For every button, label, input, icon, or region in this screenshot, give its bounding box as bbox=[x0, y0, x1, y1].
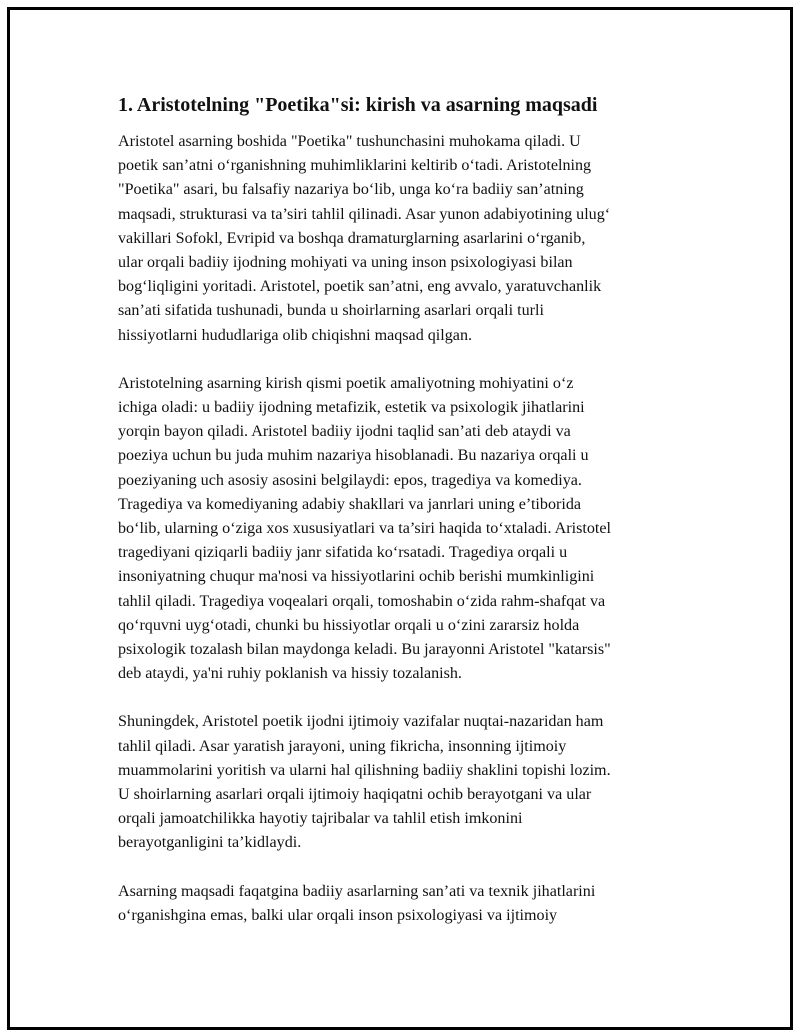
text-line: Shuningdek, Aristotel poetik ijodni ijtimoiy vazifalar nuqtai-nazaridan ham bbox=[118, 713, 604, 731]
text-line: qo‘rquvni uyg‘otadi, chunki bu hissiyotlar orqali u o‘zini zararsiz holda bbox=[118, 616, 580, 634]
text-line: Asarning maqsadi faqatgina badiiy asarlarning san’ati va texnik jihatlarini bbox=[118, 882, 596, 900]
text-line: tahlil qiladi. Tragediya voqealari orqali, tomoshabin o‘zida rahm-shafqat va bbox=[118, 592, 606, 610]
text-line: bo‘lib, ularning o‘ziga xos xususiyatlari va ta’siri haqida to‘xtaladi. Aristotel bbox=[118, 520, 611, 538]
text-line: o‘rganishgina emas, balki ular orqali inson psixologiyasi va ijtimoiy bbox=[118, 906, 558, 924]
text-line: maqsadi, strukturasi va ta’siri tahlil qilinadi. Asar yunon adabiyotining ulug‘ bbox=[118, 205, 611, 223]
text-line: U shoirlarning asarlari orqali ijtimoiy haqiqatni ochib berayotgani va ular bbox=[118, 786, 592, 804]
text-line: yorqin bayon qiladi. Aristotel badiiy ijodni taqlid san’ati deb ataydi va bbox=[118, 423, 571, 441]
paragraph-1 bbox=[118, 130, 688, 348]
paragraph-3 bbox=[118, 710, 688, 855]
text-line: insoniyatning chuqur ma'nosi va hissiyotlarini ochib berishi mumkinligini bbox=[118, 568, 595, 586]
text-line: poeziya uchun bu juda muhim nazariya hisoblanadi. Bu nazariya orqali u bbox=[118, 447, 589, 465]
text-line: tragediyani qiziqarli badiiy janr sifatida ko‘rsatadi. Tragediya orqali u bbox=[118, 544, 568, 562]
text-line: vakillari Sofokl, Evripid va boshqa dramaturglarning asarlarini o‘rganib, bbox=[118, 229, 586, 247]
text-line: Aristotelning asarning kirish qismi poetik amaliyotning mohiyatini o‘z bbox=[118, 374, 574, 392]
text-line: deb ataydi, ya'ni ruhiy poklanish va hissiy tozalanish. bbox=[118, 665, 462, 683]
text-line: poeziyaning uch asosiy asosini belgilaydi: epos, tragediya va komediya. bbox=[118, 471, 582, 489]
text-line: san’ati sifatida tushunadi, bunda u shoirlarning asarlari orqali turli bbox=[118, 302, 544, 320]
text-line: ichiga oladi: u badiiy ijodning metafizik, estetik va psixologik jihatlarini bbox=[118, 399, 585, 417]
text-line: bog‘liqligini yoritadi. Aristotel, poetik san’atni, eng avvalo, yaratuvchanlik bbox=[118, 278, 602, 296]
text-line: "Poetika" asari, bu falsafiy nazariya bo‘lib, unga ko‘ra badiiy san’atning bbox=[118, 181, 584, 199]
section-heading: 1. Aristotelning "Poetika"si: kirish va asarning maqsadi bbox=[118, 94, 598, 116]
text-line: psixologik tozalash bilan maydonga keladi. Bu jarayonni Aristotel "katarsis" bbox=[118, 641, 611, 659]
text-line: hissiyotlarni hududlariga olib chiqishni maqsad qilgan. bbox=[118, 326, 473, 344]
text-line: poetik san’atni o‘rganishning muhimliklarini keltirib o‘tadi. Aristotelning bbox=[118, 157, 592, 175]
document-body bbox=[118, 92, 688, 952]
text-line: tahlil qiladi. Asar yaratish jarayoni, uning fikricha, insonning ijtimoiy bbox=[118, 737, 567, 755]
text-line: berayotganligini ta’kidlaydi. bbox=[118, 834, 302, 852]
text-line: Tragediya va komediyaning adabiy shakllari va janrlari uning e’tiborida bbox=[118, 495, 582, 513]
text-line: ular orqali badiiy ijodning mohiyati va uning inson psixologiyasi bilan bbox=[118, 254, 573, 272]
text-line: orqali jamoatchilikka hayotiy tajribalar va tahlil etish imkonini bbox=[118, 810, 523, 828]
paragraph-2 bbox=[118, 372, 688, 687]
text-line: muammolarini yoritish va ularni hal qilishning badiiy shaklini topishi lozim. bbox=[118, 761, 611, 779]
paragraph-4 bbox=[118, 880, 688, 928]
text-line: Aristotel asarning boshida "Poetika" tushunchasini muhokama qiladi. U bbox=[118, 133, 581, 150]
